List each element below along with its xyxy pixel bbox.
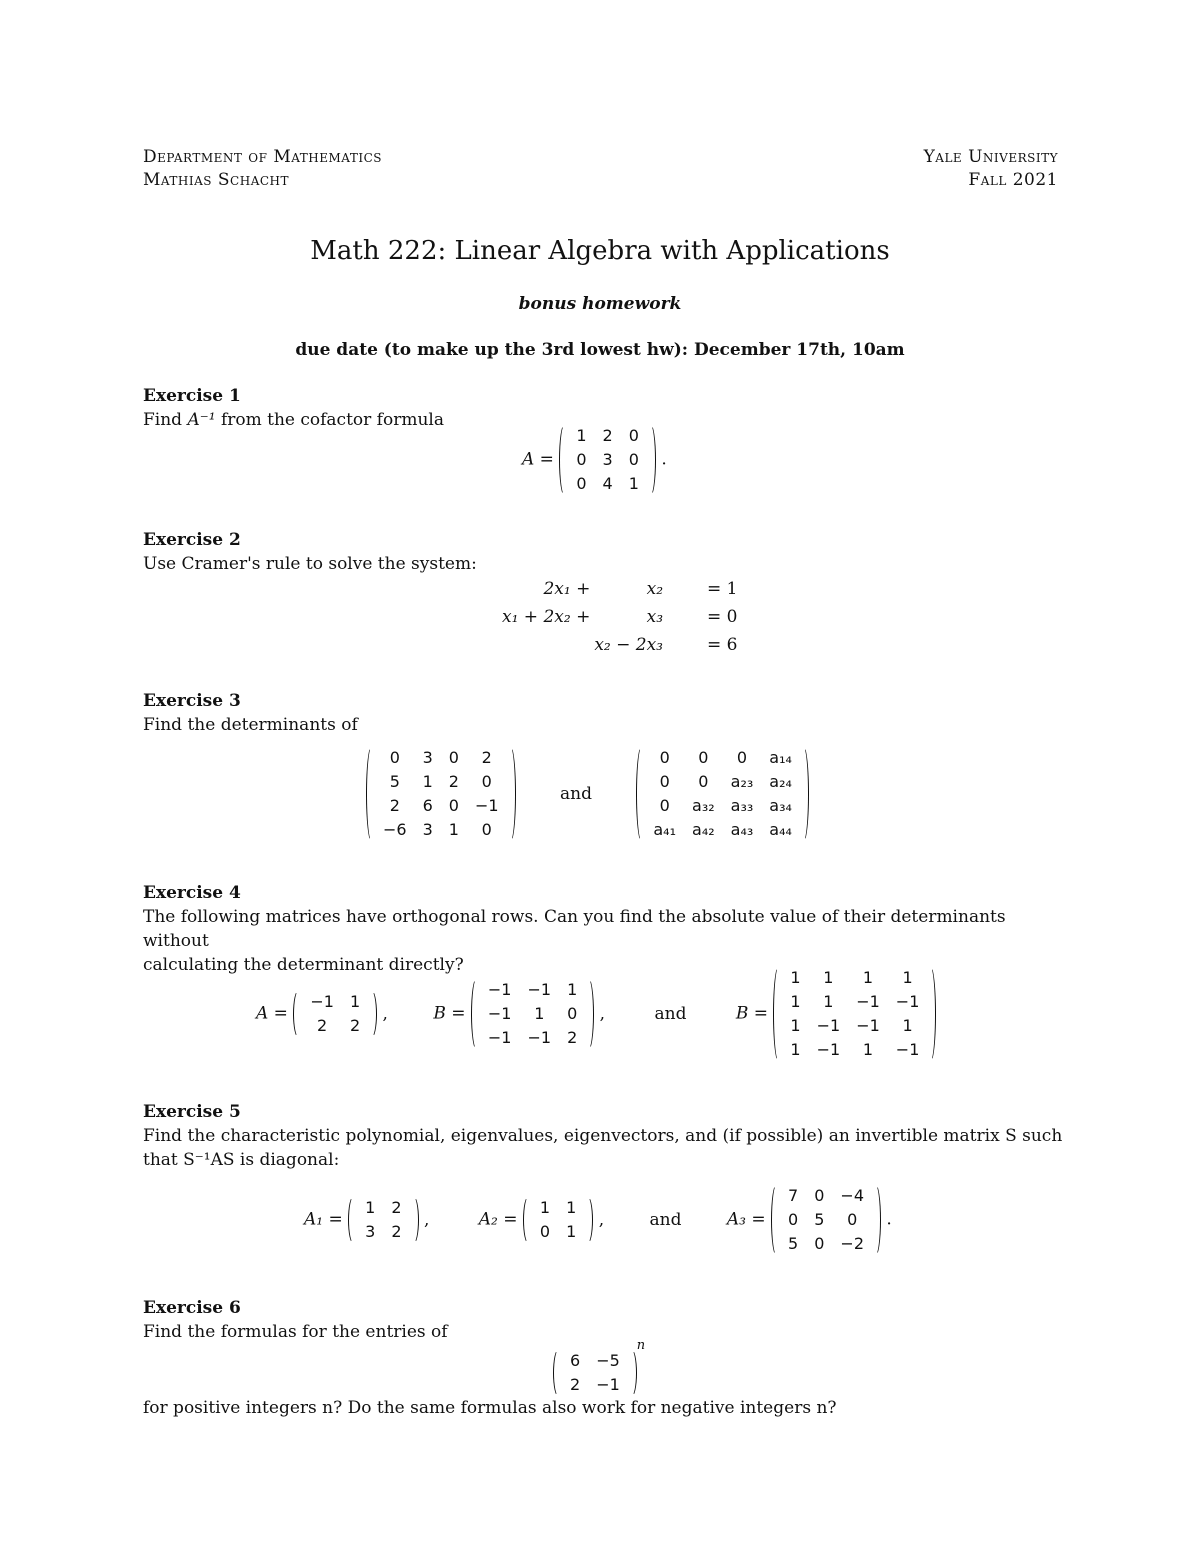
- exercise-5-text-1: Find the characteristic polynomial, eigenvalues, eigenvectors, and (if possible) an invertible matrix S such: [143, 1126, 1063, 1146]
- exercise-2-title: Exercise 2: [143, 530, 241, 550]
- matrix-row: [782, 1014, 927, 1038]
- exercise-6: [143, 1296, 1063, 1344]
- exercise-4-text-1: The following matrices have orthogonal rows. Can you find the absolute value of their determinants without: [143, 907, 1006, 951]
- ex3-matrix-1: [366, 746, 516, 842]
- matrix-entry: 1: [539, 1198, 551, 1217]
- matrix-row: [782, 966, 927, 990]
- exercise-5: [143, 1100, 1063, 1172]
- matrix-entry: 2: [567, 1028, 578, 1047]
- matrix-entry: 1: [790, 1016, 801, 1035]
- matrix-entry: a₄₄: [769, 820, 792, 839]
- matrix-entry: −1: [816, 1040, 841, 1059]
- matrix-table: [780, 1184, 872, 1256]
- matrix-row: [532, 1196, 584, 1220]
- ex4-comma-1: ,: [382, 1003, 388, 1024]
- ex5-matrix-3: [771, 1184, 881, 1256]
- matrix-row: [375, 794, 507, 818]
- matrix-row: [568, 472, 647, 496]
- matrix-entry: 0: [659, 748, 670, 767]
- matrix-entry: 7: [788, 1186, 799, 1205]
- matrix-entry: 0: [539, 1222, 551, 1241]
- matrix-entry: −1: [816, 1016, 841, 1035]
- matrix-entry: 0: [389, 748, 400, 767]
- matrix-table: [645, 746, 800, 842]
- matrix-row: [562, 1349, 628, 1373]
- matrix-row: [780, 1184, 872, 1208]
- matrix-entry: 1: [566, 1198, 577, 1217]
- matrix-entry: a₄₂: [692, 820, 715, 839]
- department: Department of Mathematics: [143, 147, 382, 167]
- matrix-row: [375, 770, 507, 794]
- matrix-entry: a₃₂: [692, 796, 715, 815]
- ex4-matrix-b1: [471, 978, 594, 1050]
- page-title: Math 222: Linear Algebra with Applications: [310, 236, 890, 266]
- matrix-row: [532, 1220, 584, 1244]
- ex2-row-3: [500, 631, 739, 659]
- matrix-entry: 1: [790, 1040, 801, 1059]
- ex5-lhs-3: A₃ =: [726, 1209, 766, 1230]
- ex4-lhs-a: A =: [256, 1003, 288, 1024]
- ex5-matrix-1: [348, 1196, 418, 1244]
- ex2-r1-c1: 2x₁ +: [543, 579, 591, 599]
- matrix-entry: 0: [698, 772, 709, 791]
- ex2-row-2: [500, 603, 739, 631]
- matrix-entry: a₄₁: [653, 820, 677, 839]
- ex6-matrix: [553, 1349, 637, 1397]
- exercise-3: [143, 689, 1063, 737]
- ex5-period: .: [886, 1209, 892, 1230]
- matrix-row: [782, 990, 927, 1014]
- exercise-6-title: Exercise 6: [143, 1298, 241, 1318]
- ex2-r3-c3: [665, 631, 705, 659]
- matrix-entry: 0: [567, 1004, 578, 1023]
- matrix-table: [782, 966, 927, 1062]
- matrix-entry: −1: [310, 992, 334, 1011]
- matrix-entry: 1: [448, 820, 459, 839]
- due-date: due date (to make up the 3rd lowest hw): December 17th, 10am: [295, 340, 905, 360]
- ex1-lhs: A =: [522, 449, 554, 470]
- matrix-entry: −1: [856, 1016, 880, 1035]
- exercise-2: [143, 528, 1063, 576]
- instructor: Mathias Schacht: [143, 170, 290, 190]
- matrix-entry: 2: [391, 1198, 402, 1217]
- matrix-entry: a₃₃: [730, 796, 754, 815]
- matrix-entry: −1: [596, 1374, 620, 1394]
- ex2-r1-c4: = 1: [707, 579, 738, 599]
- matrix-entry: 5: [788, 1234, 799, 1253]
- matrix-entry: 2: [602, 426, 613, 445]
- matrix-row: [480, 978, 585, 1002]
- matrix-row: [480, 1002, 585, 1026]
- matrix-row: [780, 1232, 872, 1256]
- ex2-r2-c2: x₃: [646, 607, 664, 627]
- matrix-entry: 0: [847, 1210, 858, 1229]
- matrix-entry: 0: [659, 796, 670, 815]
- exercise-3-title: Exercise 3: [143, 691, 241, 711]
- matrix-entry: a₄₃: [730, 820, 754, 839]
- matrix-entry: 0: [448, 796, 459, 815]
- exercise-2-text: Use Cramer's rule to solve the system:: [143, 554, 477, 574]
- ex2-system-table: [500, 575, 739, 659]
- ex4-matrix-b2: [773, 966, 936, 1062]
- matrix-row: [645, 794, 800, 818]
- ex2-r1-c2: x₂: [646, 579, 664, 599]
- ex4-and: and: [654, 1003, 687, 1024]
- matrix-entry: −1: [895, 992, 920, 1011]
- matrix-table: [532, 1196, 584, 1244]
- matrix-row: [645, 746, 800, 770]
- exercise-4-title: Exercise 4: [143, 883, 241, 903]
- matrix-entry: 3: [602, 450, 613, 469]
- matrix-entry: 1: [422, 772, 433, 791]
- matrix-row: [375, 746, 507, 770]
- header-right: [924, 146, 1058, 192]
- matrix-entry: −4: [840, 1186, 864, 1205]
- ex1-matrix: [559, 424, 656, 496]
- matrix-entry: 1: [576, 426, 587, 445]
- ex2-row-1: [500, 575, 739, 603]
- exercise-1-title: Exercise 1: [143, 386, 241, 406]
- exercise-3-text: Find the determinants of: [143, 715, 358, 735]
- ex5-row: [304, 1184, 892, 1256]
- matrix-entry: 1: [823, 992, 834, 1011]
- matrix-row: [357, 1196, 409, 1220]
- matrix-entry: a₁₄: [769, 748, 792, 767]
- ex6-exponent: n: [636, 1338, 646, 1353]
- matrix-entry: 1: [862, 968, 874, 987]
- ex1-period: .: [661, 449, 667, 470]
- matrix-entry: 1: [862, 1040, 874, 1059]
- matrix-entry: 1: [534, 1004, 545, 1023]
- matrix-table: [568, 424, 647, 496]
- matrix-row: [782, 1038, 927, 1062]
- matrix-entry: 6: [422, 796, 433, 815]
- matrix-entry: 2: [389, 796, 400, 815]
- matrix-row: [302, 1014, 368, 1038]
- matrix-entry: 0: [576, 450, 587, 469]
- ex4-comma-2: ,: [599, 1003, 606, 1024]
- matrix-entry: 0: [698, 748, 709, 767]
- matrix-entry: 0: [576, 474, 587, 493]
- ex2-r3-c2: x₂ − 2x₃: [594, 635, 664, 655]
- ex4-lhs-b1: B =: [433, 1003, 466, 1024]
- ex2-r3-c1: [500, 631, 592, 659]
- matrix-entry: 2: [481, 748, 492, 767]
- matrix-entry: 0: [628, 426, 639, 445]
- matrix-entry: 4: [602, 474, 613, 493]
- matrix-row: [780, 1208, 872, 1232]
- exercise-4: [143, 881, 1063, 977]
- ex5-matrix-2: [523, 1196, 593, 1244]
- term: Fall 2021: [968, 170, 1058, 190]
- ex2-r1-c3: [665, 575, 705, 603]
- matrix-entry: a₂₄: [769, 772, 792, 791]
- exercise-4-text-2: calculating the determinant directly?: [143, 955, 464, 975]
- university: Yale University: [923, 147, 1058, 167]
- matrix-table: [562, 1349, 628, 1397]
- ex2-r2-c3: [665, 603, 705, 631]
- ex5-comma-2: ,: [598, 1209, 605, 1230]
- ex1-var: A⁻¹: [187, 410, 216, 430]
- matrix-row: [645, 818, 800, 842]
- ex3-row: [366, 746, 809, 842]
- exercise-6-text: Find the formulas for the entries of: [143, 1322, 448, 1342]
- matrix-entry: a₂₃: [730, 772, 754, 791]
- header-left: [143, 146, 382, 192]
- ex4-lhs-b2: B =: [735, 1003, 768, 1024]
- matrix-entry: −2: [840, 1234, 864, 1253]
- ex3-and: and: [559, 784, 592, 804]
- matrix-row: [480, 1026, 585, 1050]
- matrix-entry: −1: [474, 796, 499, 815]
- matrix-entry: 2: [391, 1222, 402, 1241]
- matrix-entry: a₃₄: [769, 796, 792, 815]
- matrix-row: [357, 1220, 409, 1244]
- matrix-entry: 0: [481, 820, 492, 839]
- matrix-entry: 1: [790, 992, 801, 1011]
- matrix-entry: 0: [659, 772, 670, 791]
- matrix-entry: 2: [317, 1016, 328, 1035]
- matrix-entry: 5: [389, 772, 400, 791]
- matrix-row: [302, 990, 368, 1014]
- matrix-row: [568, 448, 647, 472]
- matrix-row: [375, 818, 507, 842]
- matrix-entry: 1: [566, 1222, 577, 1241]
- matrix-entry: 3: [422, 820, 433, 839]
- matrix-entry: 1: [790, 968, 801, 987]
- ex1-text-pre: Find: [143, 410, 188, 430]
- ex5-lhs-1: A₁ =: [304, 1209, 343, 1230]
- ex1-equation: [522, 424, 667, 496]
- matrix-entry: 0: [481, 772, 492, 791]
- matrix-entry: −5: [596, 1350, 620, 1370]
- matrix-entry: −1: [856, 992, 880, 1011]
- ex2-r3-c4: = 6: [707, 635, 738, 655]
- matrix-entry: −1: [527, 1028, 552, 1047]
- exercise-5-text-2: that S⁻¹AS is diagonal:: [143, 1150, 340, 1170]
- matrix-entry: 1: [628, 474, 639, 493]
- ex6-expression: [553, 1338, 645, 1397]
- matrix-entry: 1: [567, 980, 578, 999]
- matrix-entry: 6: [570, 1350, 581, 1370]
- ex2-r2-c4: = 0: [707, 607, 738, 627]
- matrix-row: [645, 770, 800, 794]
- matrix-entry: −1: [895, 1040, 920, 1059]
- matrix-entry: 2: [570, 1374, 581, 1394]
- matrix-entry: 1: [902, 1016, 913, 1035]
- matrix-entry: 0: [628, 450, 639, 469]
- matrix-row: [562, 1373, 628, 1397]
- matrix-entry: 0: [736, 748, 748, 767]
- ex5-and: and: [649, 1209, 682, 1230]
- matrix-entry: −1: [487, 1028, 512, 1047]
- matrix-table: [480, 978, 585, 1050]
- matrix-entry: −1: [527, 980, 552, 999]
- ex4-matrix-a: [293, 990, 377, 1038]
- ex3-matrix-2: [636, 746, 809, 842]
- matrix-entry: 0: [788, 1210, 799, 1229]
- ex1-text-post: from the cofactor formula: [215, 410, 444, 430]
- matrix-entry: 0: [814, 1234, 825, 1253]
- exercise-6-after: for positive integers n? Do the same formulas also work for negative integers n?: [143, 1398, 837, 1418]
- matrix-table: [357, 1196, 409, 1244]
- ex4-row: [256, 966, 936, 1062]
- matrix-row: [568, 424, 647, 448]
- subtitle: bonus homework: [518, 294, 682, 314]
- matrix-entry: −1: [487, 1004, 512, 1023]
- ex5-comma-1: ,: [423, 1209, 430, 1230]
- matrix-entry: 1: [365, 1198, 376, 1217]
- matrix-entry: −6: [383, 820, 407, 839]
- matrix-entry: 0: [814, 1186, 825, 1205]
- matrix-entry: 0: [448, 748, 459, 767]
- matrix-entry: 1: [902, 968, 913, 987]
- matrix-entry: 3: [422, 748, 433, 767]
- matrix-entry: −1: [487, 980, 512, 999]
- matrix-entry: 2: [448, 772, 459, 791]
- exercise-5-title: Exercise 5: [143, 1102, 241, 1122]
- matrix-table: [375, 746, 507, 842]
- matrix-entry: 3: [365, 1222, 376, 1241]
- ex2-r2-c1: x₁ + 2x₂ +: [502, 607, 591, 627]
- matrix-table: [302, 990, 368, 1038]
- ex5-lhs-2: A₂ =: [478, 1209, 518, 1230]
- matrix-entry: 1: [349, 992, 361, 1011]
- matrix-entry: 5: [814, 1210, 825, 1229]
- matrix-entry: 2: [349, 1016, 361, 1035]
- matrix-entry: 1: [823, 968, 834, 987]
